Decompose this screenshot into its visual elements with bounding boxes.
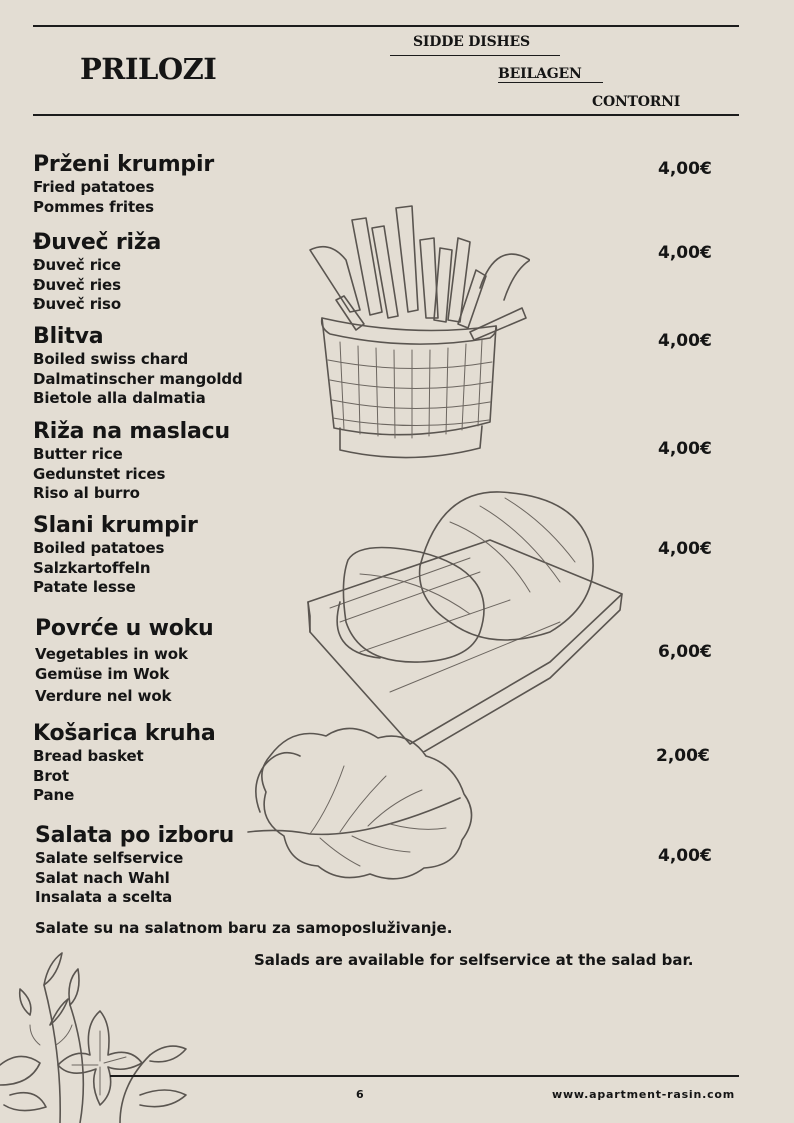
item-translation: Insalata a scelta	[35, 888, 173, 906]
salad-bar-note-english: Salads are available for selfservice at the salad bar.	[254, 951, 694, 969]
item-price: 2,00€	[656, 746, 710, 766]
item-translation: Vegetables in wok	[35, 645, 188, 663]
menu-item-blitva	[33, 324, 243, 409]
item-price: 6,00€	[658, 642, 712, 662]
item-price: 4,00€	[658, 539, 712, 559]
item-translation: Boiled swiss chard	[33, 350, 189, 368]
item-translation: Pommes frites	[33, 197, 154, 216]
item-price: 4,00€	[658, 331, 712, 351]
header-top-rule	[33, 25, 739, 27]
page-title: PRILOZI	[80, 52, 217, 86]
item-name: Povrće u woku	[35, 616, 214, 641]
item-name: Đuveč riža	[33, 230, 162, 255]
lettuce-illustration	[240, 716, 480, 888]
item-translation: Gedunstet rices	[33, 464, 166, 483]
item-translation: Bietole alla dalmatia	[33, 389, 206, 407]
menu-item-riza-na-maslacu	[33, 419, 230, 504]
item-translation: Riso al burro	[33, 484, 140, 502]
item-translation: Pane	[33, 786, 75, 804]
website-link[interactable]: www.apartment-rasin.com	[552, 1088, 736, 1101]
item-translation: Verdure nel wok	[35, 687, 172, 705]
item-translation: Bread basket	[33, 747, 144, 765]
menu-item-salata-po-izboru	[35, 823, 234, 908]
item-translation: Fried patatoes	[33, 178, 155, 196]
subtitle-german-underline	[498, 82, 603, 83]
lily-flowers-illustration	[0, 945, 200, 1123]
item-name: Salata po izboru	[35, 823, 235, 848]
bread-board-illustration	[300, 482, 630, 752]
item-price: 4,00€	[658, 846, 712, 866]
item-price: 4,00€	[658, 439, 712, 459]
item-name: Košarica kruha	[33, 721, 216, 746]
item-translation: Patate lesse	[33, 578, 136, 596]
item-translation: Boiled patatoes	[33, 539, 165, 557]
menu-item-kosarica-kruha	[33, 721, 216, 806]
item-translation: Đuveč riso	[33, 295, 122, 313]
item-translation: Salzkartoffeln	[33, 558, 151, 577]
item-name: Blitva	[33, 324, 104, 349]
item-name: Riža na maslacu	[33, 419, 230, 444]
item-translation: Salat nach Wahl	[35, 868, 170, 887]
footer-rule	[110, 1075, 739, 1077]
item-translation: Gemüse im Wok	[35, 664, 170, 683]
subtitle-english: SIDDE DISHES	[413, 34, 530, 50]
item-translation: Brot	[33, 766, 69, 785]
item-name: Slani krumpir	[33, 513, 198, 538]
item-translation: Dalmatinscher mangoldd	[33, 369, 243, 388]
item-translation: Đuveč rice	[33, 256, 121, 274]
item-name: Prženi krumpir	[33, 152, 214, 177]
subtitle-italian: CONTORNI	[592, 94, 681, 110]
fries-basket-illustration	[300, 200, 530, 470]
menu-item-przeni-krumpir	[33, 152, 214, 217]
page-number: 6	[356, 1088, 365, 1101]
item-price: 4,00€	[658, 243, 712, 263]
header-bottom-rule	[33, 114, 739, 116]
item-price: 4,00€	[658, 159, 712, 179]
subtitle-english-underline	[390, 55, 560, 56]
menu-item-slani-krumpir	[33, 513, 198, 598]
item-translation: Salate selfservice	[35, 849, 184, 867]
subtitle-german: BEILAGEN	[498, 66, 582, 82]
salad-bar-note-croatian: Salate su na salatnom baru za samoposluživanje.	[35, 919, 453, 937]
menu-item-povrce-u-woku	[35, 616, 214, 707]
item-translation: Butter rice	[33, 445, 123, 463]
menu-item-duvec-riza	[33, 230, 161, 315]
item-translation: Đuveč ries	[33, 275, 121, 294]
